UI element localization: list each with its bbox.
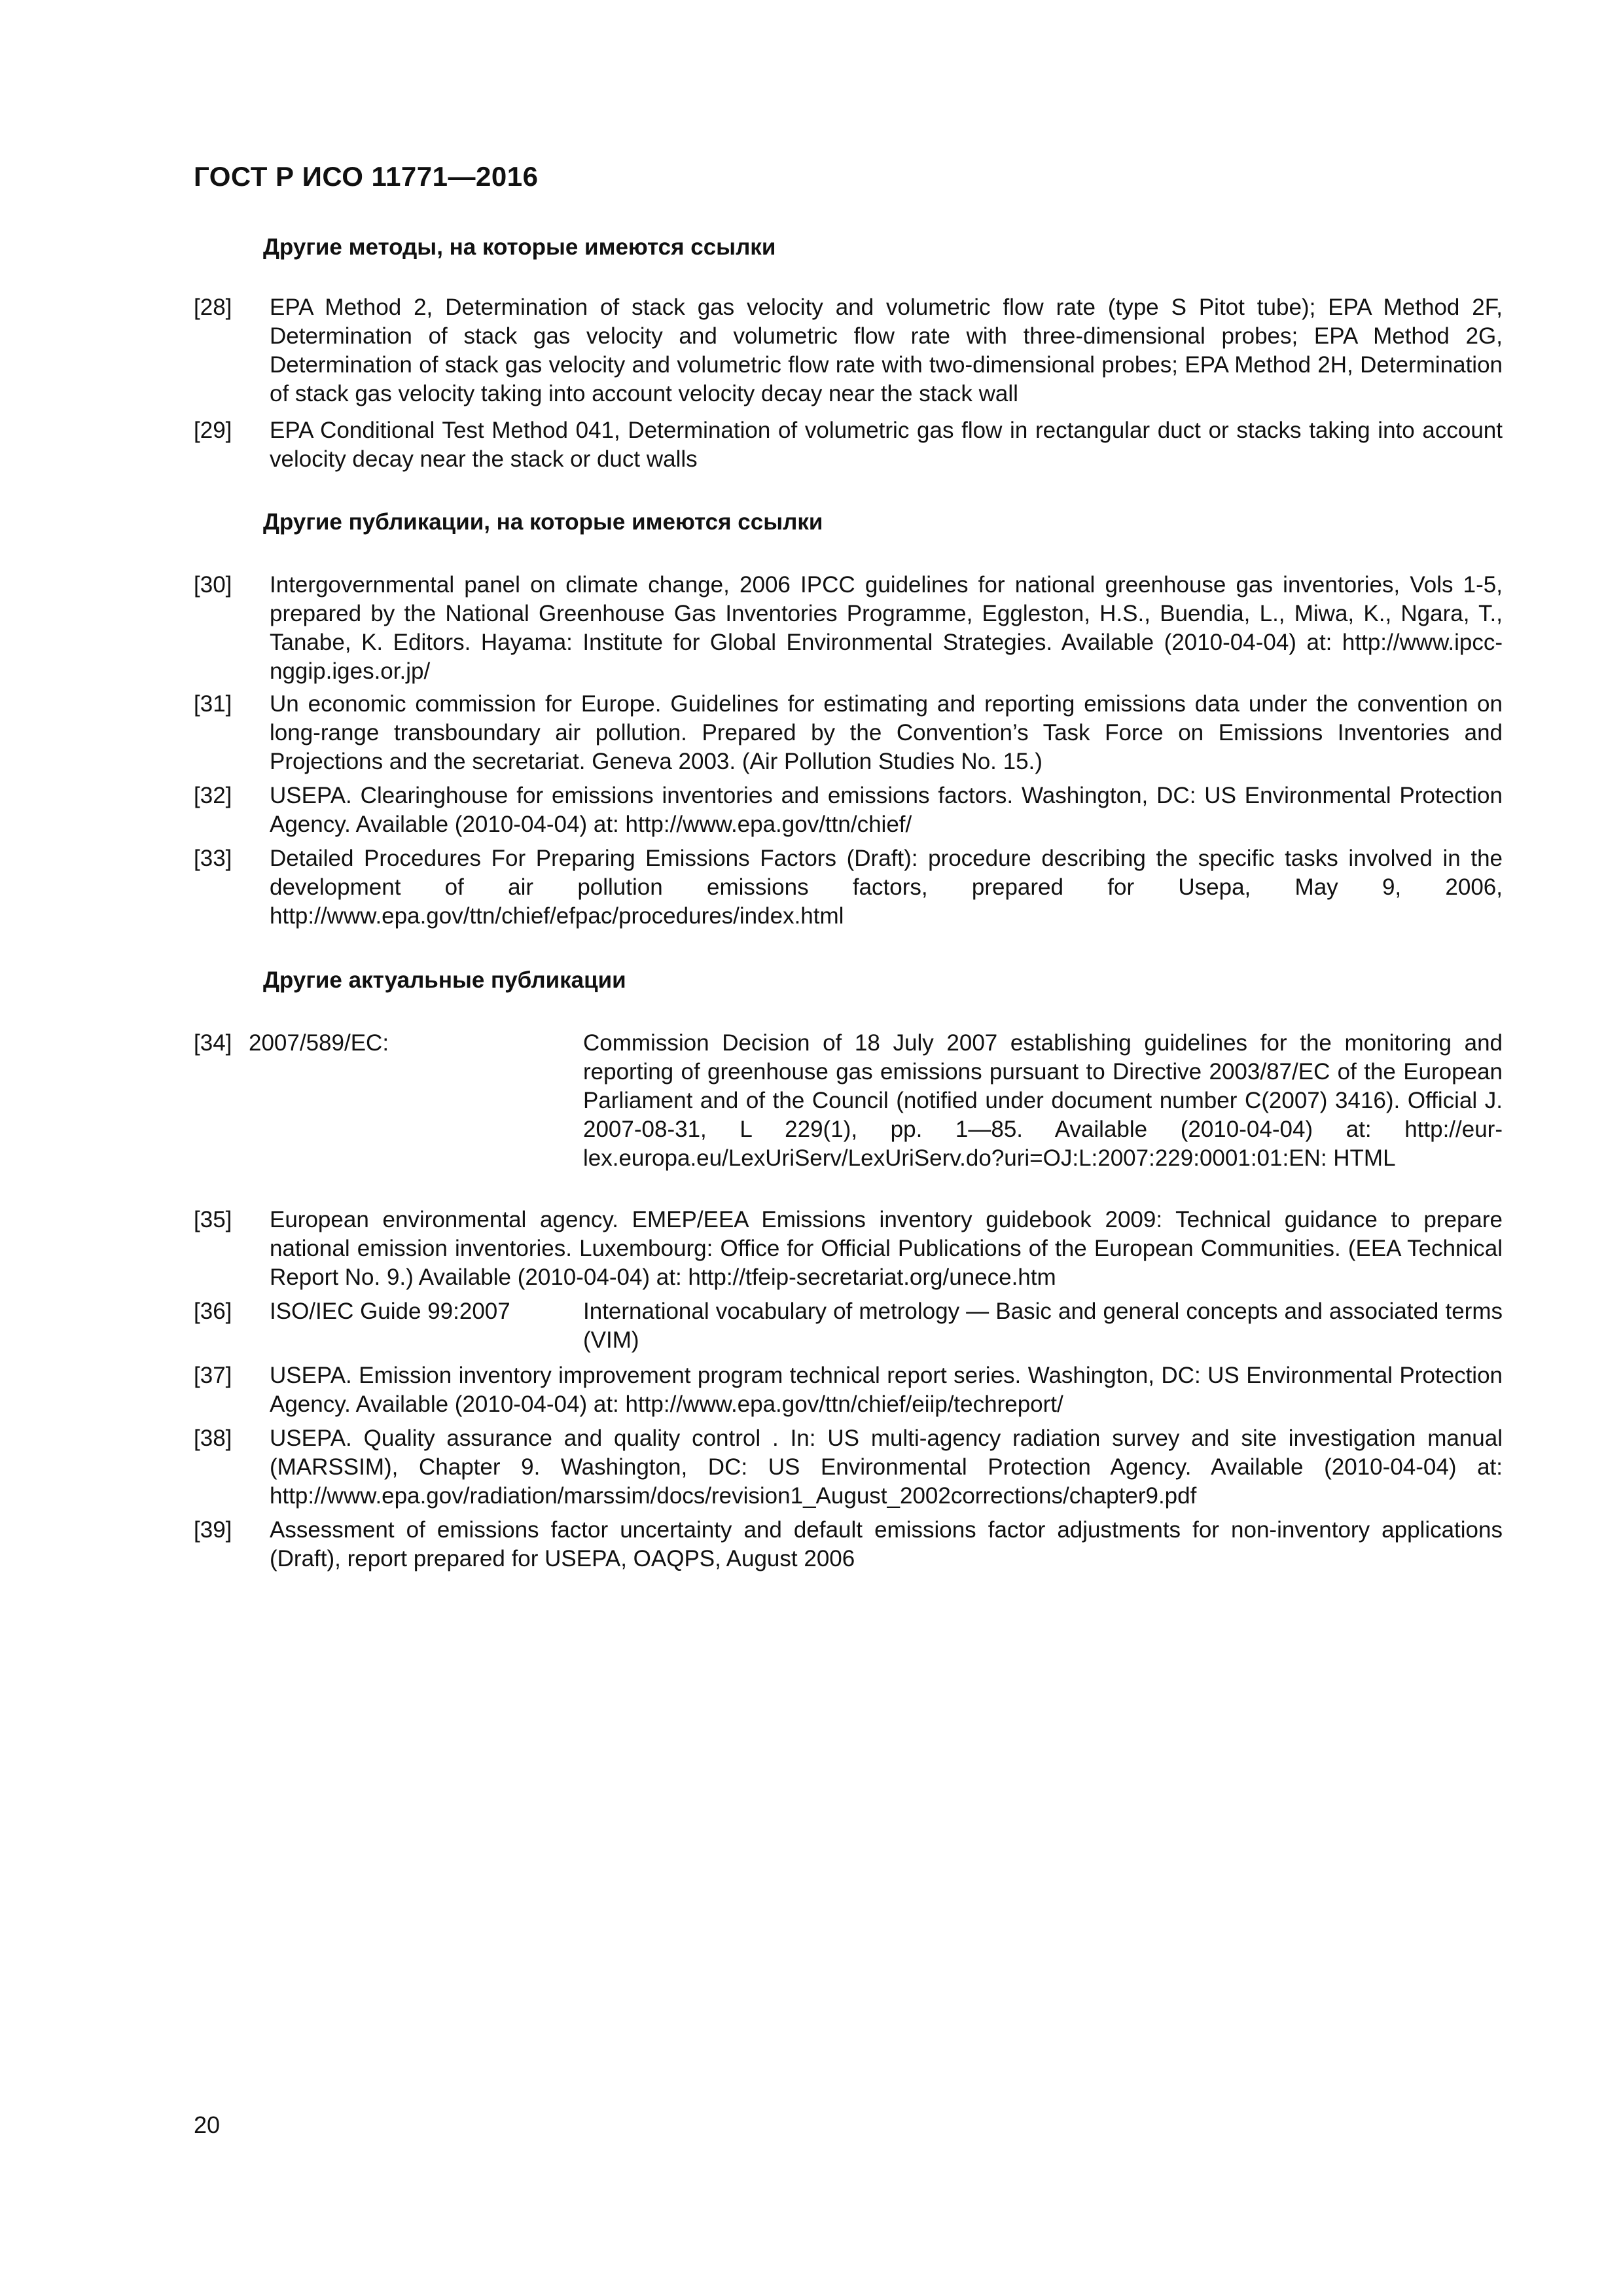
reference-number: [39] (194, 1517, 232, 1543)
reference-text: USEPA. Emission inventory improvement program technical report series. Washington, DC: US Environmental Protection Agency. Available (2010-04-04) at: http://www.epa.gov/ttn/chief/eiip/techreport/ (270, 1363, 1503, 1417)
reference-item (194, 690, 1503, 776)
reference-text: Intergovernmental panel on climate change, 2006 IPCC guidelines for national greenhouse gas inventories, Vols 1-5, prepared by the National Greenhouse Gas Inventories Programme, Eggleston, H.S., Buendia, L., Miwa, K., Ngara, T., Tanabe, K. Editors. Hayama: Institute for Global Environmental Strategies. Available (2010-04-04) at: http://www.ipcc-nggip.iges.or.jp/ (270, 572, 1503, 684)
reference-item (194, 844, 1503, 931)
reference-item (194, 781, 1503, 839)
reference-text: USEPA. Quality assurance and quality control . In: US multi-agency radiation survey and site investigation manual (MARSSIM), Chapter 9. Washington, DC: US Environmental Protection Agency. Available (2010-04-04) at: http://www.epa.gov/radiation/marssim/docs/revision1_August_2002corrections/chapter9.pdf (270, 1426, 1503, 1509)
reference-item (194, 1029, 1503, 1173)
reference-number: [34] (194, 1030, 232, 1056)
reference-number: [38] (194, 1426, 232, 1451)
reference-number: [28] (194, 295, 232, 320)
reference-code: 2007/589/EC: (249, 1030, 389, 1056)
section-title-methods: Другие методы, на которые имеются ссылки (263, 234, 776, 260)
reference-text: Detailed Procedures For Preparing Emissions Factors (Draft): procedure describing the specific tasks involved in the development of air pollution emissions factors, prepared for Usepa, May 9, 2006, http://www.epa.gov/ttn/chief/efpac/procedures/index.html (270, 846, 1503, 929)
reference-number: [33] (194, 846, 232, 871)
section-title-current-publications: Другие актуальные публикации (263, 967, 626, 993)
reference-number: [35] (194, 1207, 232, 1232)
reference-text: USEPA. Clearinghouse for emissions inventories and emissions factors. Washington, DC: US Environmental Protection Agency. Available (2010-04-04) at: http://www.epa.gov/ttn/chief/ (270, 783, 1503, 837)
reference-text: Assessment of emissions factor uncertainty and default emissions factor adjustments for non-inventory applications (Draft), report prepared for USEPA, OAQPS, August 2006 (270, 1517, 1503, 1571)
reference-text: EPA Method 2, Determination of stack gas velocity and volumetric flow rate (type S Pitot tube); EPA Method 2F, Determination of stack gas velocity and volumetric flow rate with three-dimensional probes; EPA Method 2G, Determination of stack gas velocity and volumetric flow rate with two-dimensional probes; EPA Method 2H, Determination of stack gas velocity taking into account velocity decay near the stack wall (270, 295, 1503, 406)
reference-code: ISO/IEC Guide 99:2007 (270, 1299, 510, 1324)
reference-number: [36] (194, 1299, 232, 1324)
reference-number: [30] (194, 572, 232, 598)
reference-item (194, 293, 1503, 408)
reference-text: Commission Decision of 18 July 2007 establishing guidelines for the monitoring and reporting of greenhouse gas emissions pursuant to Directive 2003/87/EC of the European Parliament and of the Council (notified under document number C(2007) 3416). Official J. 2007-08-31, L 229(1), pp. 1—85. Available (2010-04-04) at: http://eur-lex.europa.eu/LexUriServ/LexUriServ.do?uri=OJ:L:2007:229:0001:01:EN: HTML (583, 1030, 1503, 1171)
reference-item (194, 416, 1503, 474)
reference-item (194, 1516, 1503, 1573)
reference-number: [37] (194, 1363, 232, 1388)
reference-item (194, 571, 1503, 686)
reference-number: [29] (194, 418, 232, 443)
reference-text: International vocabulary of metrology — Basic and general concepts and associated terms (VIM) (583, 1299, 1503, 1353)
reference-text: European environmental agency. EMEP/EEA Emissions inventory guidebook 2009: Technical guidance to prepare national emission inventories. Luxembourg: Office for Official Publications of the European Communities. (EEA Technical Report No. 9.) Available (2010-04-04) at: http://tfeip-secretariat.org/unece.htm (270, 1207, 1503, 1290)
document-header: ГОСТ Р ИСО 11771—2016 (194, 161, 539, 192)
page-number: 20 (194, 2111, 221, 2138)
section-title-publications: Другие публикации, на которые имеются ссылки (263, 509, 823, 535)
reference-item (194, 1361, 1503, 1419)
reference-number: [32] (194, 783, 232, 808)
reference-number: [31] (194, 691, 232, 717)
reference-item (194, 1424, 1503, 1511)
reference-item (194, 1206, 1503, 1292)
reference-item (194, 1297, 1503, 1355)
reference-text: Un economic commission for Europe. Guidelines for estimating and reporting emissions data under the convention on long-range transboundary air pollution. Prepared by the Convention’s Task Force on Emissions Inventories and Projections and the secretariat. Geneva 2003. (Air Pollution Studies No. 15.) (270, 691, 1503, 774)
reference-text: EPA Conditional Test Method 041, Determination of volumetric gas flow in rectangular duct or stacks taking into account velocity decay near the stack or duct walls (270, 418, 1503, 472)
